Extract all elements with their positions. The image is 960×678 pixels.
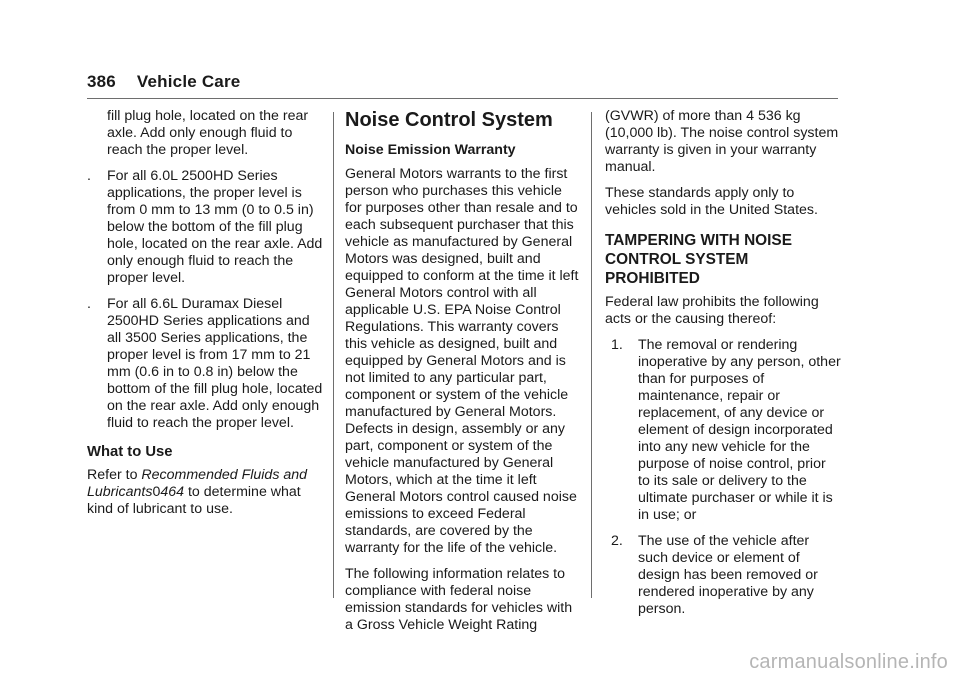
page-ref-arrow: 0 — [152, 484, 161, 500]
column-3 — [605, 108, 841, 627]
noise-warranty-subheading: Noise Emission Warranty — [345, 142, 516, 158]
page-header — [87, 72, 240, 92]
what-to-use-heading: What to Use — [87, 444, 173, 460]
ref-link[interactable]: Recommended Fluids and Lubricants — [87, 467, 308, 500]
bullet-mark: . — [87, 296, 91, 312]
bullet-item — [87, 168, 323, 287]
compliance-paragraph: The following information relates to compliance with federal noise emission standards for vehicles with a Gross Vehicle Weight Rating — [345, 566, 573, 633]
tampering-heading: TAMPERING WITH NOISE CONTROL SYSTEM PROHIBITED — [605, 232, 792, 287]
bullet-mark: . — [87, 168, 91, 184]
column-2 — [345, 108, 581, 643]
item-text: The removal or rendering inoperative by any person, other than for purposes of maintenance, repair or replacement, of any device or element of design incorporated into any new vehicle for the purpose of noise control, prior to its sale or delivery to the ultimate purchaser or while it is in use; or — [638, 337, 841, 523]
site-watermark: carmanualsonline.info — [749, 651, 948, 673]
item-text: The use of the vehicle after such device or element of design has been removed or rendered inoperative by any person. — [638, 533, 818, 617]
bullet-item — [87, 296, 323, 432]
federal-law-paragraph: Federal law prohibits the following acts or the causing thereof: — [605, 294, 819, 327]
standards-paragraph: These standards apply only to vehicles sold in the United States. — [605, 185, 818, 218]
ref-page[interactable]: 464 — [160, 484, 185, 500]
column-divider — [591, 112, 592, 598]
numbered-item — [605, 533, 841, 618]
gvwr-paragraph: (GVWR) of more than 4 536 kg (10,000 lb). The noise control system warranty is given in your warranty manual. — [605, 108, 839, 175]
bullet-text: For all 6.6L Duramax Diesel 2500HD Series applications and all 3500 Series applications, the proper level is from 17 mm to 21 mm (0.6 in to 0.8 in) below the bottom of the fill plug hole, located on the rear axle. Add only enough fluid to reach the proper level. — [107, 296, 323, 431]
section-title: Vehicle Care — [136, 72, 241, 91]
header-rule — [87, 98, 838, 99]
noise-control-heading: Noise Control System — [345, 109, 553, 131]
ref-prefix: Refer to — [87, 467, 142, 483]
numbered-item — [605, 337, 841, 524]
bullet-text: For all 6.0L 2500HD Series applications, the proper level is from 0 mm to 13 mm (0 to 0.5 in) below the bottom of the fill plug hole, located on the rear axle. Add only enough fluid to reach the proper level. — [107, 168, 323, 286]
what-to-use-text — [87, 467, 323, 518]
ref-suffix: to determine what kind of lubricant to use. — [87, 484, 301, 517]
item-number: 1. — [611, 337, 623, 353]
item-number: 2. — [611, 533, 623, 549]
page-number: 386 — [87, 72, 116, 91]
warranty-paragraph: General Motors warrants to the first person who purchases this vehicle for purposes other than resale and to each subsequent purchaser that this vehicle as manufactured by General Motors was designed, built and equipped to conform at the time it left General Motors control with all applicable U.S. EPA Noise Control Regulations. This warranty covers this vehicle as designed, built and equipped by General Motors and is not limited to any particular part, component or system of the vehicle manufactured by General Motors. Defects in design, assembly or any part, component or system of the vehicle manufactured by General Motors, which at the time it left General Motors control caused noise emissions to exceed Federal standards, are covered by the warranty for the life of the vehicle. — [345, 166, 579, 556]
intro-text: fill plug hole, located on the rear axle. Add only enough fluid to reach the proper level. — [107, 108, 309, 158]
column-1 — [87, 108, 323, 527]
column-divider — [333, 112, 334, 598]
